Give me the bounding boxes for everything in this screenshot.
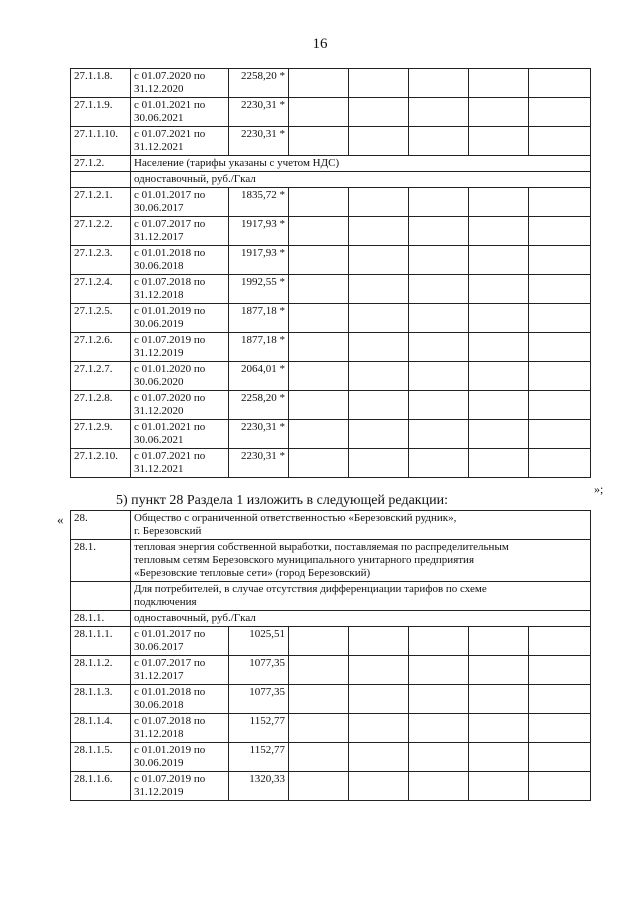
row-code: 27.1.2.4. xyxy=(71,275,131,304)
description-line: Общество с ограниченной ответственностью «Березовский рудник», xyxy=(134,512,457,524)
empty-cell xyxy=(409,304,469,333)
empty-cell xyxy=(289,772,349,801)
period-cell xyxy=(131,656,229,685)
period-line: с 01.07.2019 по xyxy=(134,334,206,346)
empty-cell xyxy=(469,98,529,127)
empty-cell xyxy=(289,127,349,156)
period-line: 31.12.2021 xyxy=(134,141,184,153)
empty-cell xyxy=(529,275,591,304)
period-line: 30.06.2017 xyxy=(134,202,184,214)
empty-cell xyxy=(349,217,409,246)
row-code xyxy=(71,582,131,611)
period-line: с 01.01.2021 по xyxy=(134,99,206,111)
empty-cell xyxy=(469,275,529,304)
tariff-value: 1152,77 xyxy=(229,714,289,743)
empty-cell xyxy=(409,391,469,420)
period-line: 30.06.2020 xyxy=(134,376,184,388)
empty-cell xyxy=(289,391,349,420)
empty-cell xyxy=(349,362,409,391)
period-line: 31.12.2021 xyxy=(134,463,184,475)
period-line: с 01.07.2021 по xyxy=(134,128,206,140)
period-cell xyxy=(131,127,229,156)
table-row xyxy=(71,246,591,275)
tariff-value: 1877,18 * xyxy=(229,304,289,333)
row-code: 28.1.1.6. xyxy=(71,772,131,801)
period-cell xyxy=(131,743,229,772)
empty-cell xyxy=(529,391,591,420)
row-code: 27.1.1.8. xyxy=(71,69,131,98)
period-line: 31.12.2019 xyxy=(134,347,184,359)
empty-cell xyxy=(349,98,409,127)
empty-cell xyxy=(349,188,409,217)
description-line: «Березовские тепловые сети» (город Березовский) xyxy=(134,567,371,579)
empty-cell xyxy=(289,188,349,217)
table-row xyxy=(71,540,591,582)
empty-cell xyxy=(349,627,409,656)
period-line: с 01.01.2021 по xyxy=(134,421,206,433)
empty-cell xyxy=(409,627,469,656)
tariff-value: 1077,35 xyxy=(229,685,289,714)
period-line: 30.06.2019 xyxy=(134,318,184,330)
table-row xyxy=(71,627,591,656)
empty-cell xyxy=(349,772,409,801)
period-cell xyxy=(131,420,229,449)
empty-cell xyxy=(289,449,349,478)
empty-cell xyxy=(349,275,409,304)
empty-cell xyxy=(469,69,529,98)
empty-cell xyxy=(409,127,469,156)
tariff-value: 1917,93 * xyxy=(229,246,289,275)
empty-cell xyxy=(289,217,349,246)
table-row xyxy=(71,304,591,333)
empty-cell xyxy=(469,391,529,420)
empty-cell xyxy=(349,246,409,275)
table-row xyxy=(71,391,591,420)
table-row xyxy=(71,582,591,611)
empty-cell xyxy=(289,627,349,656)
period-line: с 01.01.2020 по xyxy=(134,363,206,375)
tariff-value: 2230,31 * xyxy=(229,127,289,156)
empty-cell xyxy=(409,743,469,772)
row-code: 28.1.1.1. xyxy=(71,627,131,656)
period-cell xyxy=(131,362,229,391)
row-code: 27.1.1.9. xyxy=(71,98,131,127)
empty-cell xyxy=(469,714,529,743)
row-code: 28.1.1.2. xyxy=(71,656,131,685)
period-cell xyxy=(131,685,229,714)
table-row xyxy=(71,772,591,801)
empty-cell xyxy=(529,333,591,362)
empty-cell xyxy=(289,69,349,98)
tariff-value: 2230,31 * xyxy=(229,98,289,127)
table-row xyxy=(71,156,591,172)
empty-cell xyxy=(289,98,349,127)
period-line: с 01.07.2021 по xyxy=(134,450,206,462)
period-cell xyxy=(131,333,229,362)
period-cell xyxy=(131,714,229,743)
tariff-value: 1152,77 xyxy=(229,743,289,772)
empty-cell xyxy=(409,246,469,275)
empty-cell xyxy=(409,685,469,714)
empty-cell xyxy=(409,362,469,391)
empty-cell xyxy=(469,656,529,685)
empty-cell xyxy=(529,449,591,478)
period-line: 31.12.2020 xyxy=(134,83,184,95)
empty-cell xyxy=(409,772,469,801)
empty-cell xyxy=(529,362,591,391)
row-code: 27.1.2. xyxy=(71,156,131,172)
period-line: с 01.07.2018 по xyxy=(134,715,206,727)
empty-cell xyxy=(409,98,469,127)
empty-cell xyxy=(289,420,349,449)
empty-cell xyxy=(469,362,529,391)
description-line: г. Березовский xyxy=(134,525,202,537)
row-code: 28.1.1. xyxy=(71,611,131,627)
row-code: 27.1.1.10. xyxy=(71,127,131,156)
period-cell xyxy=(131,217,229,246)
tariff-value: 2258,20 * xyxy=(229,69,289,98)
empty-cell xyxy=(529,188,591,217)
description-cell xyxy=(131,540,591,582)
period-line: 30.06.2019 xyxy=(134,757,184,769)
empty-cell xyxy=(409,714,469,743)
period-line: с 01.07.2018 по xyxy=(134,276,206,288)
tariff-value: 2258,20 * xyxy=(229,391,289,420)
row-code: 27.1.2.5. xyxy=(71,304,131,333)
row-code: 27.1.2.10. xyxy=(71,449,131,478)
empty-cell xyxy=(469,743,529,772)
description-line: Для потребителей, в случае отсутствия дифференциации тарифов по схеме xyxy=(134,583,487,595)
period-cell xyxy=(131,391,229,420)
empty-cell xyxy=(409,275,469,304)
empty-cell xyxy=(469,627,529,656)
table-row xyxy=(71,333,591,362)
period-cell xyxy=(131,188,229,217)
empty-cell xyxy=(529,743,591,772)
period-cell xyxy=(131,772,229,801)
period-line: с 01.07.2020 по xyxy=(134,70,206,82)
tariff-value: 1992,55 * xyxy=(229,275,289,304)
empty-cell xyxy=(469,304,529,333)
period-line: 30.06.2018 xyxy=(134,260,184,272)
period-cell xyxy=(131,627,229,656)
description-cell xyxy=(131,611,591,627)
period-line: с 01.01.2018 по xyxy=(134,247,206,259)
empty-cell xyxy=(409,217,469,246)
row-code: 28.1.1.3. xyxy=(71,685,131,714)
table-row xyxy=(71,275,591,304)
row-code: 27.1.2.1. xyxy=(71,188,131,217)
description-line: одноставочный, руб./Гкал xyxy=(134,612,256,624)
empty-cell xyxy=(469,333,529,362)
period-line: 31.12.2018 xyxy=(134,728,184,740)
empty-cell xyxy=(529,772,591,801)
empty-cell xyxy=(289,275,349,304)
table-row xyxy=(71,685,591,714)
empty-cell xyxy=(349,714,409,743)
empty-cell xyxy=(529,420,591,449)
empty-cell xyxy=(469,188,529,217)
tariff-value: 2064,01 * xyxy=(229,362,289,391)
empty-cell xyxy=(469,685,529,714)
row-code: 28. xyxy=(71,511,131,540)
tariff-value: 1320,33 xyxy=(229,772,289,801)
table-row xyxy=(71,188,591,217)
empty-cell xyxy=(529,685,591,714)
period-line: с 01.07.2017 по xyxy=(134,218,206,230)
period-cell xyxy=(131,275,229,304)
period-cell xyxy=(131,246,229,275)
description-line: тепловая энергия собственной выработки, поставляемая по распределительным xyxy=(134,541,509,553)
empty-cell xyxy=(289,743,349,772)
empty-cell xyxy=(349,743,409,772)
empty-cell xyxy=(349,449,409,478)
description-line: тепловым сетям Березовского муниципального унитарного предприятия xyxy=(134,554,475,566)
period-line: 31.12.2017 xyxy=(134,670,184,682)
description-cell xyxy=(131,582,591,611)
period-line: с 01.07.2019 по xyxy=(134,773,206,785)
tariff-value: 1077,35 xyxy=(229,656,289,685)
opening-quote: « xyxy=(57,512,64,527)
empty-cell xyxy=(349,304,409,333)
period-line: 31.12.2019 xyxy=(134,786,184,798)
page-number: 16 xyxy=(312,36,328,52)
empty-cell xyxy=(349,333,409,362)
tariff-value: 1025,51 xyxy=(229,627,289,656)
period-line: 30.06.2021 xyxy=(134,112,184,124)
table-row xyxy=(71,127,591,156)
empty-cell xyxy=(289,246,349,275)
empty-cell xyxy=(529,217,591,246)
closing-quote: »; xyxy=(594,482,604,496)
tariff-value: 2230,31 * xyxy=(229,420,289,449)
row-code: 27.1.2.9. xyxy=(71,420,131,449)
amendment-instruction: 5) пункт 28 Раздела 1 изложить в следующей редакции: xyxy=(116,493,448,508)
period-line: 31.12.2020 xyxy=(134,405,184,417)
description-line: подключения xyxy=(134,596,197,608)
period-line: 31.12.2018 xyxy=(134,289,184,301)
empty-cell xyxy=(469,772,529,801)
table-row xyxy=(71,511,591,540)
description-cell xyxy=(131,511,591,540)
empty-cell xyxy=(409,69,469,98)
tariff-value: 1835,72 * xyxy=(229,188,289,217)
empty-cell xyxy=(529,127,591,156)
period-line: с 01.07.2020 по xyxy=(134,392,206,404)
empty-cell xyxy=(349,685,409,714)
empty-cell xyxy=(469,246,529,275)
period-line: 31.12.2017 xyxy=(134,231,184,243)
table-row xyxy=(71,362,591,391)
row-code: 27.1.2.6. xyxy=(71,333,131,362)
row-code: 27.1.2.3. xyxy=(71,246,131,275)
empty-cell xyxy=(469,217,529,246)
period-line: с 01.01.2019 по xyxy=(134,305,206,317)
tariff-table-section-28 xyxy=(70,510,591,801)
empty-cell xyxy=(289,685,349,714)
empty-cell xyxy=(289,656,349,685)
empty-cell xyxy=(289,362,349,391)
empty-cell xyxy=(409,656,469,685)
period-cell xyxy=(131,304,229,333)
empty-cell xyxy=(469,420,529,449)
empty-cell xyxy=(529,98,591,127)
period-line: 30.06.2021 xyxy=(134,434,184,446)
row-code: 27.1.2.2. xyxy=(71,217,131,246)
empty-cell xyxy=(409,449,469,478)
table-row xyxy=(71,217,591,246)
empty-cell xyxy=(529,304,591,333)
empty-cell xyxy=(469,449,529,478)
row-code: 28.1. xyxy=(71,540,131,582)
period-cell xyxy=(131,69,229,98)
empty-cell xyxy=(349,391,409,420)
empty-cell xyxy=(349,420,409,449)
tariff-table-section-27 xyxy=(70,68,591,478)
tariff-value: 1877,18 * xyxy=(229,333,289,362)
table-row xyxy=(71,743,591,772)
empty-cell xyxy=(349,656,409,685)
row-code: 27.1.2.7. xyxy=(71,362,131,391)
empty-cell xyxy=(349,69,409,98)
description-cell: Население (тарифы указаны с учетом НДС) xyxy=(131,156,591,172)
empty-cell xyxy=(529,656,591,685)
empty-cell xyxy=(349,127,409,156)
row-code: 27.1.2.8. xyxy=(71,391,131,420)
table-row xyxy=(71,611,591,627)
table-row xyxy=(71,98,591,127)
empty-cell xyxy=(529,627,591,656)
empty-cell xyxy=(469,127,529,156)
period-line: 30.06.2017 xyxy=(134,641,184,653)
period-cell xyxy=(131,449,229,478)
period-line: 30.06.2018 xyxy=(134,699,184,711)
tariff-value: 1917,93 * xyxy=(229,217,289,246)
empty-cell xyxy=(409,420,469,449)
period-line: с 01.07.2017 по xyxy=(134,657,206,669)
empty-cell xyxy=(289,333,349,362)
period-line: с 01.01.2018 по xyxy=(134,686,206,698)
period-line: с 01.01.2017 по xyxy=(134,189,206,201)
period-line: с 01.01.2019 по xyxy=(134,744,206,756)
table-row xyxy=(71,172,591,188)
empty-cell xyxy=(529,69,591,98)
empty-cell xyxy=(409,188,469,217)
table-row xyxy=(71,449,591,478)
row-code: 28.1.1.5. xyxy=(71,743,131,772)
table-row xyxy=(71,420,591,449)
tariff-value: 2230,31 * xyxy=(229,449,289,478)
empty-cell xyxy=(409,333,469,362)
empty-cell xyxy=(529,714,591,743)
period-line: с 01.01.2017 по xyxy=(134,628,206,640)
row-code xyxy=(71,172,131,188)
table-row xyxy=(71,69,591,98)
empty-cell xyxy=(289,304,349,333)
table-row xyxy=(71,656,591,685)
table-row xyxy=(71,714,591,743)
description-cell: одноставочный, руб./Гкал xyxy=(131,172,591,188)
row-code: 28.1.1.4. xyxy=(71,714,131,743)
empty-cell xyxy=(289,714,349,743)
period-cell xyxy=(131,98,229,127)
empty-cell xyxy=(529,246,591,275)
